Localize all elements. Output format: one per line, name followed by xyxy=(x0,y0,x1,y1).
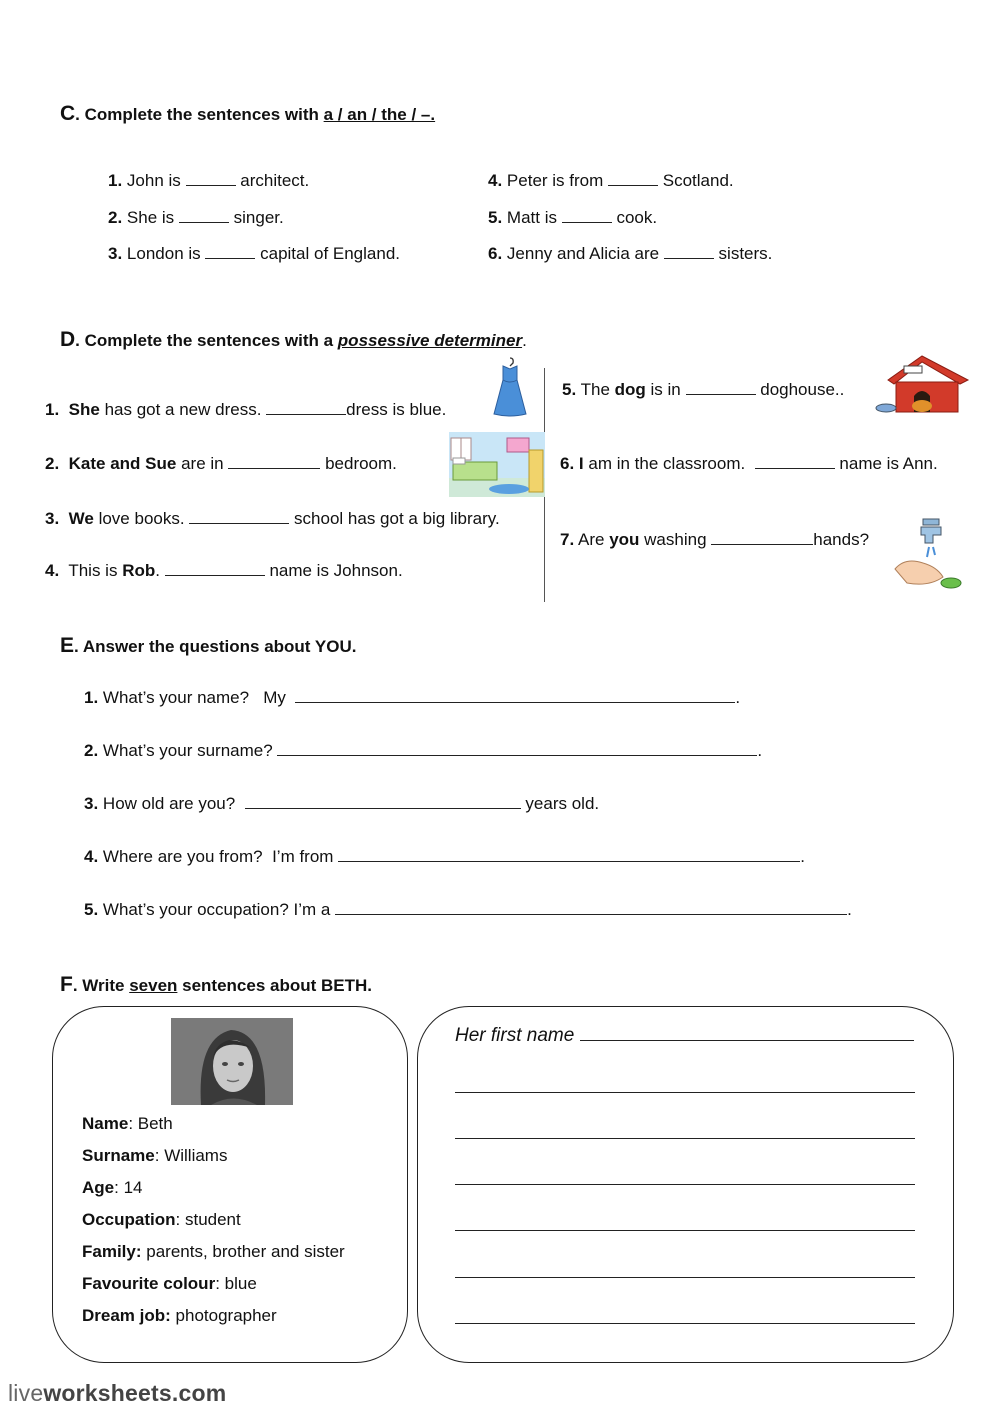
exercise-c-1: 1. John is architect. xyxy=(108,171,310,190)
answer-line[interactable] xyxy=(338,847,800,862)
section-d-heading: D. Complete the sentences with a possessive determiner. xyxy=(60,328,527,351)
exercise-d-2: 2. Kate and Sue are in bedroom. xyxy=(45,454,397,473)
liveworksheets-logo: liveworksheets.com xyxy=(8,1380,227,1406)
bedroom-icon xyxy=(449,432,545,497)
exercise-c-4: 4. Peter is from Scotland. xyxy=(488,171,734,190)
profile-occupation: Occupation: student xyxy=(82,1210,241,1229)
section-e-heading: E. Answer the questions about YOU. xyxy=(60,634,357,657)
answer-blank[interactable] xyxy=(205,244,255,259)
answer-line[interactable] xyxy=(245,794,521,809)
question-e-2: 2. What’s your surname? . xyxy=(84,741,763,760)
exercise-d-5: 5. The dog is in doghouse.. xyxy=(562,380,845,399)
answer-blank[interactable] xyxy=(228,454,320,469)
question-e-4: 4. Where are you from? I’m from . xyxy=(84,847,805,866)
answer-blank[interactable] xyxy=(179,208,229,223)
question-e-5: 5. What’s your occupation? I’m a . xyxy=(84,900,852,919)
writing-line[interactable] xyxy=(455,1138,915,1139)
writing-line[interactable] xyxy=(580,1026,914,1041)
answer-blank[interactable] xyxy=(266,400,346,415)
section-c-heading: C. Complete the sentences with a / an / the / –. xyxy=(60,102,436,125)
answer-blank[interactable] xyxy=(562,208,612,223)
doghouse-icon xyxy=(874,354,970,416)
exercise-c-6: 6. Jenny and Alicia are sisters. xyxy=(488,244,773,263)
dress-icon xyxy=(490,356,530,420)
exercise-c-5: 5. Matt is cook. xyxy=(488,208,658,227)
question-e-1: 1. What’s your name? My . xyxy=(84,688,741,707)
profile-dream-job: Dream job: photographer xyxy=(82,1306,277,1325)
writing-line[interactable] xyxy=(455,1184,915,1185)
answer-blank[interactable] xyxy=(165,561,265,576)
answer-line[interactable] xyxy=(335,900,847,915)
answer-blank[interactable] xyxy=(686,380,756,395)
exercise-d-6: 6. I am in the classroom. name is Ann. xyxy=(560,454,938,473)
exercise-c-3: 3. London is capital of England. xyxy=(108,244,401,263)
answer-blank[interactable] xyxy=(664,244,714,259)
answer-blank[interactable] xyxy=(189,509,289,524)
exercise-c-2: 2. She is singer. xyxy=(108,208,284,227)
profile-family: Family: parents, brother and sister xyxy=(82,1242,345,1261)
writing-line[interactable] xyxy=(455,1277,915,1278)
answer-blank[interactable] xyxy=(711,530,813,545)
exercise-d-3: 3. We love books. school has got a big library. xyxy=(45,509,500,528)
answer-line[interactable] xyxy=(277,741,757,756)
answer-line[interactable] xyxy=(295,688,735,703)
exercise-d-1: 1. She has got a new dress. dress is blue. xyxy=(45,400,447,419)
answer-blank[interactable] xyxy=(755,454,835,469)
exercise-d-4: 4. This is Rob. name is Johnson. xyxy=(45,561,403,580)
answer-blank[interactable] xyxy=(608,171,658,186)
beth-photo xyxy=(171,1018,293,1105)
writing-line[interactable] xyxy=(455,1092,915,1093)
writing-prompt: Her first name xyxy=(455,1025,914,1047)
profile-surname: Surname: Williams xyxy=(82,1146,228,1165)
question-e-3: 3. How old are you? years old. xyxy=(84,794,600,813)
profile-name: Name: Beth xyxy=(82,1114,173,1133)
writing-line[interactable] xyxy=(455,1230,915,1231)
profile-favourite-colour: Favourite colour: blue xyxy=(82,1274,257,1293)
writing-line[interactable] xyxy=(455,1323,915,1324)
profile-age: Age: 14 xyxy=(82,1178,143,1197)
answer-blank[interactable] xyxy=(186,171,236,186)
washing-hands-icon xyxy=(893,517,965,591)
exercise-d-7: 7. Are you washing hands? xyxy=(560,530,870,549)
section-f-heading: F. Write seven sentences about BETH. xyxy=(60,973,373,996)
